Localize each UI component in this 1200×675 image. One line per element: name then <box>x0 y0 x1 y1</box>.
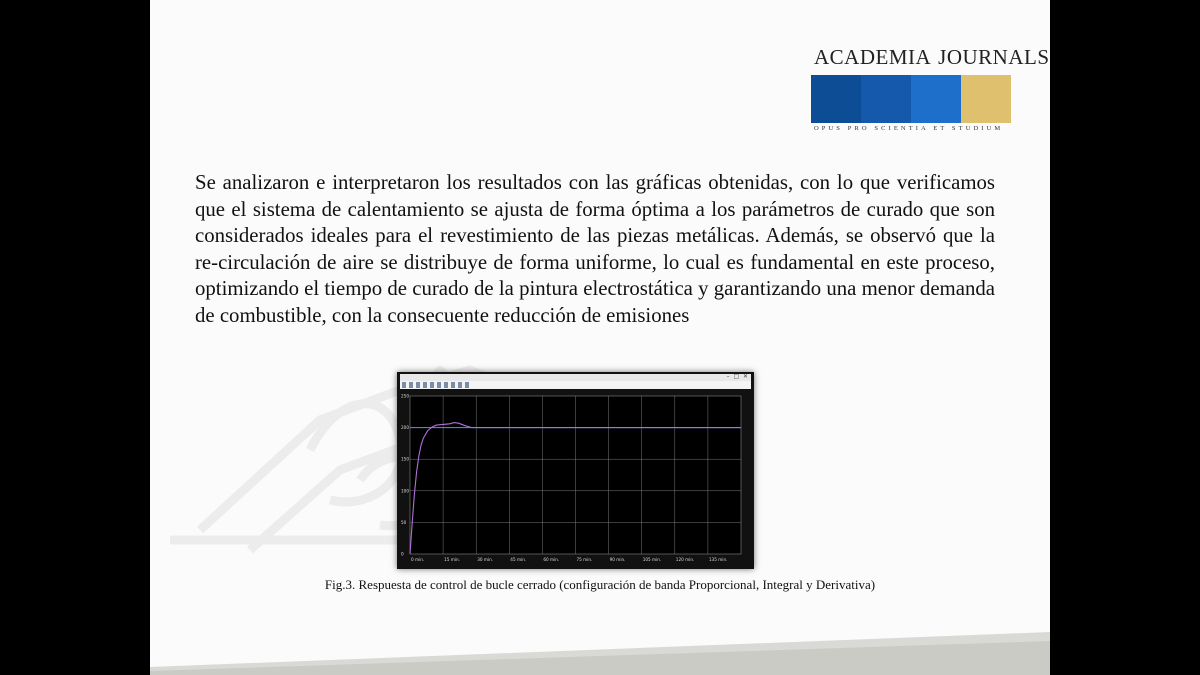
figure-caption: Fig.3. Respuesta de control de bucle cerrado (configuración de banda Proporcional, Integral y Derivativa) <box>324 577 876 592</box>
figure-toolbar <box>400 381 751 389</box>
response-plot <box>400 390 751 566</box>
logo-bar-4 <box>961 75 1011 123</box>
y-tick-label: 150 <box>401 456 409 462</box>
body-paragraph: Se analizaron e interpretaron los resultados con las gráficas obtenidas, con lo que verificamos que el sistema de calentamiento se ajusta de forma óptima a los parámetros de curado que son considerados ideales para el revestimiento de las piezas metálicas. Además, se observó que la re-circulación de aire se distribuye de forma uniforme, lo cual es fundamental en este proceso, optimizando el tiempo de curado de la pintura electrostática y garantizando una menor demanda de combustible, con la consecuente reducción de emisiones <box>195 171 995 327</box>
chart-figure <box>397 372 754 569</box>
x-tick-label: 105 min. <box>642 557 662 562</box>
figure-window-titlebar <box>400 374 751 381</box>
x-tick-label: 75 min. <box>576 557 593 562</box>
x-tick-label: 15 min. <box>444 557 460 562</box>
y-tick-label: 0 <box>401 551 404 557</box>
toolbar-icons <box>402 382 472 388</box>
academia-journals-logo <box>811 45 1050 135</box>
y-tick-label: 50 <box>401 519 407 525</box>
x-tick-label: 45 min. <box>510 557 527 562</box>
x-tick-label: 120 min. <box>675 557 695 562</box>
y-tick-label: 100 <box>401 488 409 494</box>
slide <box>150 0 1050 675</box>
window-buttons: – □ ✕ <box>726 373 748 380</box>
logo-bar-1 <box>811 75 861 123</box>
x-tick-label: 135 min. <box>708 557 728 562</box>
logo-bar-3 <box>911 75 961 123</box>
x-tick-label: 30 min. <box>477 557 494 562</box>
x-tick-label: 90 min. <box>609 557 626 562</box>
bottom-band-decoration <box>150 627 1050 675</box>
logo-bar-2 <box>861 75 911 123</box>
y-tick-label: 250 <box>401 393 409 399</box>
logo-motto: OPUS PRO SCIENTIA ET STUDIUM <box>814 125 1004 132</box>
logo-wordmark: ACADEMIA JOURNALS <box>814 45 1050 69</box>
x-tick-label: 60 min. <box>543 557 560 562</box>
x-tick-label: 0 min. <box>411 557 425 562</box>
y-tick-label: 200 <box>401 425 409 431</box>
